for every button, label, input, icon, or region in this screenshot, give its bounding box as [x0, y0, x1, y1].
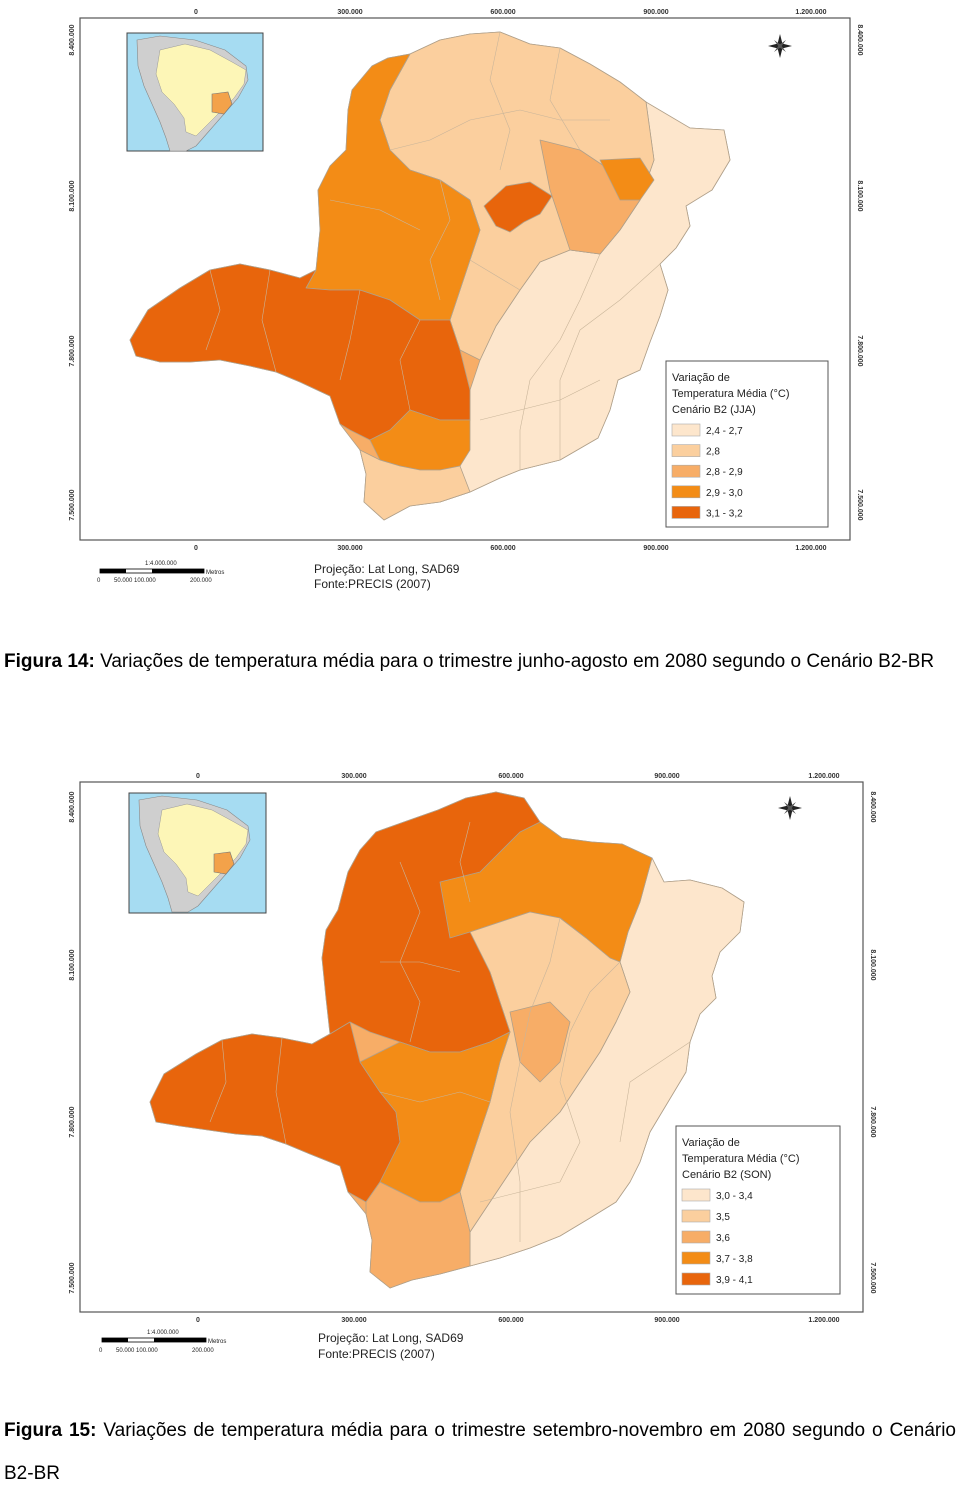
bottom-coord-label: 1.200.000 — [795, 545, 827, 552]
locator-inset — [127, 33, 263, 151]
scale-title: 1:4.000.000 — [147, 1330, 179, 1336]
top-coord-label: 300.000 — [341, 773, 367, 780]
legend-swatch — [682, 1189, 710, 1201]
legend-swatch — [682, 1231, 710, 1243]
right-coord-label: 7.500.000 — [869, 1262, 876, 1294]
caption-label: Figura 15: — [4, 1420, 97, 1441]
scale-title: 1:4.000.000 — [145, 561, 177, 567]
top-coord-label: 900.000 — [643, 9, 669, 16]
left-coord-label: 7.800.000 — [69, 1106, 76, 1138]
legend-title-line: Temperatura Média (°C) — [672, 388, 790, 400]
bottom-coord-label: 900.000 — [654, 1317, 680, 1324]
right-coord-label: 8.400.000 — [856, 24, 863, 56]
legend-swatch — [672, 445, 700, 457]
legend-class-label: 3,7 - 3,8 — [716, 1254, 753, 1265]
legend — [666, 361, 828, 527]
map-canvas — [0, 762, 960, 1372]
source-note: Fonte:PRECIS (2007) — [314, 577, 431, 591]
scale-tick: 50.000 100.000 — [116, 1348, 158, 1354]
top-coord-label: 0 — [196, 773, 200, 780]
legend-swatch — [672, 506, 700, 518]
legend-swatch — [682, 1273, 710, 1285]
left-coord-label: 7.500.000 — [69, 489, 76, 521]
caption-label: Figura 14: — [4, 651, 95, 672]
right-coord-label: 8.400.000 — [869, 791, 876, 823]
left-coord-label: 8.100.000 — [69, 949, 76, 981]
legend-swatch — [672, 486, 700, 498]
scale-unit: Metros — [206, 570, 225, 576]
caption-text: Variações de temperatura média para o trimestre setembro-novembro em 2080 segundo o Cenário B2-BR — [4, 1420, 956, 1484]
right-coord-label: 8.100.000 — [869, 949, 876, 981]
bottom-coord-label: 0 — [196, 1317, 200, 1324]
scale-tick: 0 — [99, 1348, 103, 1354]
legend-class-label: 2,9 - 3,0 — [706, 487, 743, 499]
scale-bar — [97, 561, 224, 584]
top-coord-label: 1.200.000 — [808, 773, 840, 780]
top-coord-label: 600.000 — [498, 773, 524, 780]
bottom-coord-label: 900.000 — [643, 545, 669, 552]
legend-swatch — [672, 424, 700, 436]
map-canvas — [0, 0, 960, 600]
legend — [676, 1126, 840, 1294]
legend-class-label: 2,4 - 2,7 — [706, 426, 743, 437]
top-coord-label: 0 — [194, 9, 198, 16]
left-coord-label: 8.400.000 — [69, 24, 76, 56]
bottom-coord-label: 300.000 — [337, 545, 363, 552]
bottom-coord-label: 600.000 — [490, 545, 516, 552]
figure-caption — [4, 640, 956, 683]
left-coord-label: 8.100.000 — [69, 180, 76, 212]
figure-caption — [4, 1409, 956, 1495]
bottom-coord-label: 600.000 — [498, 1317, 524, 1324]
map-figure-15 — [0, 762, 960, 1372]
legend-title-line: Temperatura Média (°C) — [682, 1153, 800, 1165]
legend-class-label: 2,8 - 2,9 — [706, 467, 743, 479]
right-coord-label: 7.800.000 — [856, 335, 863, 367]
scale-unit: Metros — [208, 1339, 227, 1345]
right-coord-label: 8.100.000 — [856, 180, 863, 212]
legend-class-label: 3,0 - 3,4 — [716, 1191, 753, 1202]
legend-swatch — [672, 465, 700, 477]
top-coord-label: 600.000 — [490, 9, 516, 16]
legend-class-label: 3,1 - 3,2 — [706, 508, 743, 520]
scale-tick: 200.000 — [192, 1348, 214, 1354]
source-note: Fonte:PRECIS (2007) — [318, 1347, 435, 1361]
locator-inset — [129, 793, 266, 913]
legend-title-line: Variação de — [682, 1137, 740, 1149]
legend-class-label: 3,6 — [716, 1233, 730, 1244]
right-coord-label: 7.800.000 — [869, 1106, 876, 1138]
left-coord-label: 7.800.000 — [69, 335, 76, 367]
map-figure-14 — [0, 0, 960, 600]
bottom-coord-label: 300.000 — [341, 1317, 367, 1324]
top-coord-label: 1.200.000 — [795, 9, 827, 16]
legend-class-label: 3,9 - 4,1 — [716, 1275, 753, 1286]
scale-tick: 200.000 — [190, 578, 212, 584]
projection-note: Projeção: Lat Long, SAD69 — [314, 562, 460, 576]
legend-swatch — [682, 1252, 710, 1264]
legend-title-line: Cenário B2 (JJA) — [672, 404, 756, 416]
legend-class-label: 2,8 — [706, 446, 720, 458]
caption-text: Variações de temperatura média para o trimestre junho-agosto em 2080 segundo o Cenário B2-BR — [100, 651, 935, 672]
legend-title-line: Variação de — [672, 372, 730, 384]
right-coord-label: 7.500.000 — [856, 489, 863, 521]
top-coord-label: 900.000 — [654, 773, 680, 780]
top-coord-label: 300.000 — [337, 9, 363, 16]
projection-note: Projeção: Lat Long, SAD69 — [318, 1331, 464, 1345]
left-coord-label: 8.400.000 — [69, 791, 76, 823]
left-coord-label: 7.500.000 — [69, 1262, 76, 1294]
scale-tick: 50.000 100.000 — [114, 578, 156, 584]
scale-bar — [99, 1330, 226, 1354]
scale-tick: 0 — [97, 578, 101, 584]
legend-class-label: 3,5 — [716, 1212, 730, 1223]
bottom-coord-label: 0 — [194, 545, 198, 552]
legend-title-line: Cenário B2 (SON) — [682, 1169, 772, 1181]
bottom-coord-label: 1.200.000 — [808, 1317, 840, 1324]
legend-swatch — [682, 1210, 710, 1222]
